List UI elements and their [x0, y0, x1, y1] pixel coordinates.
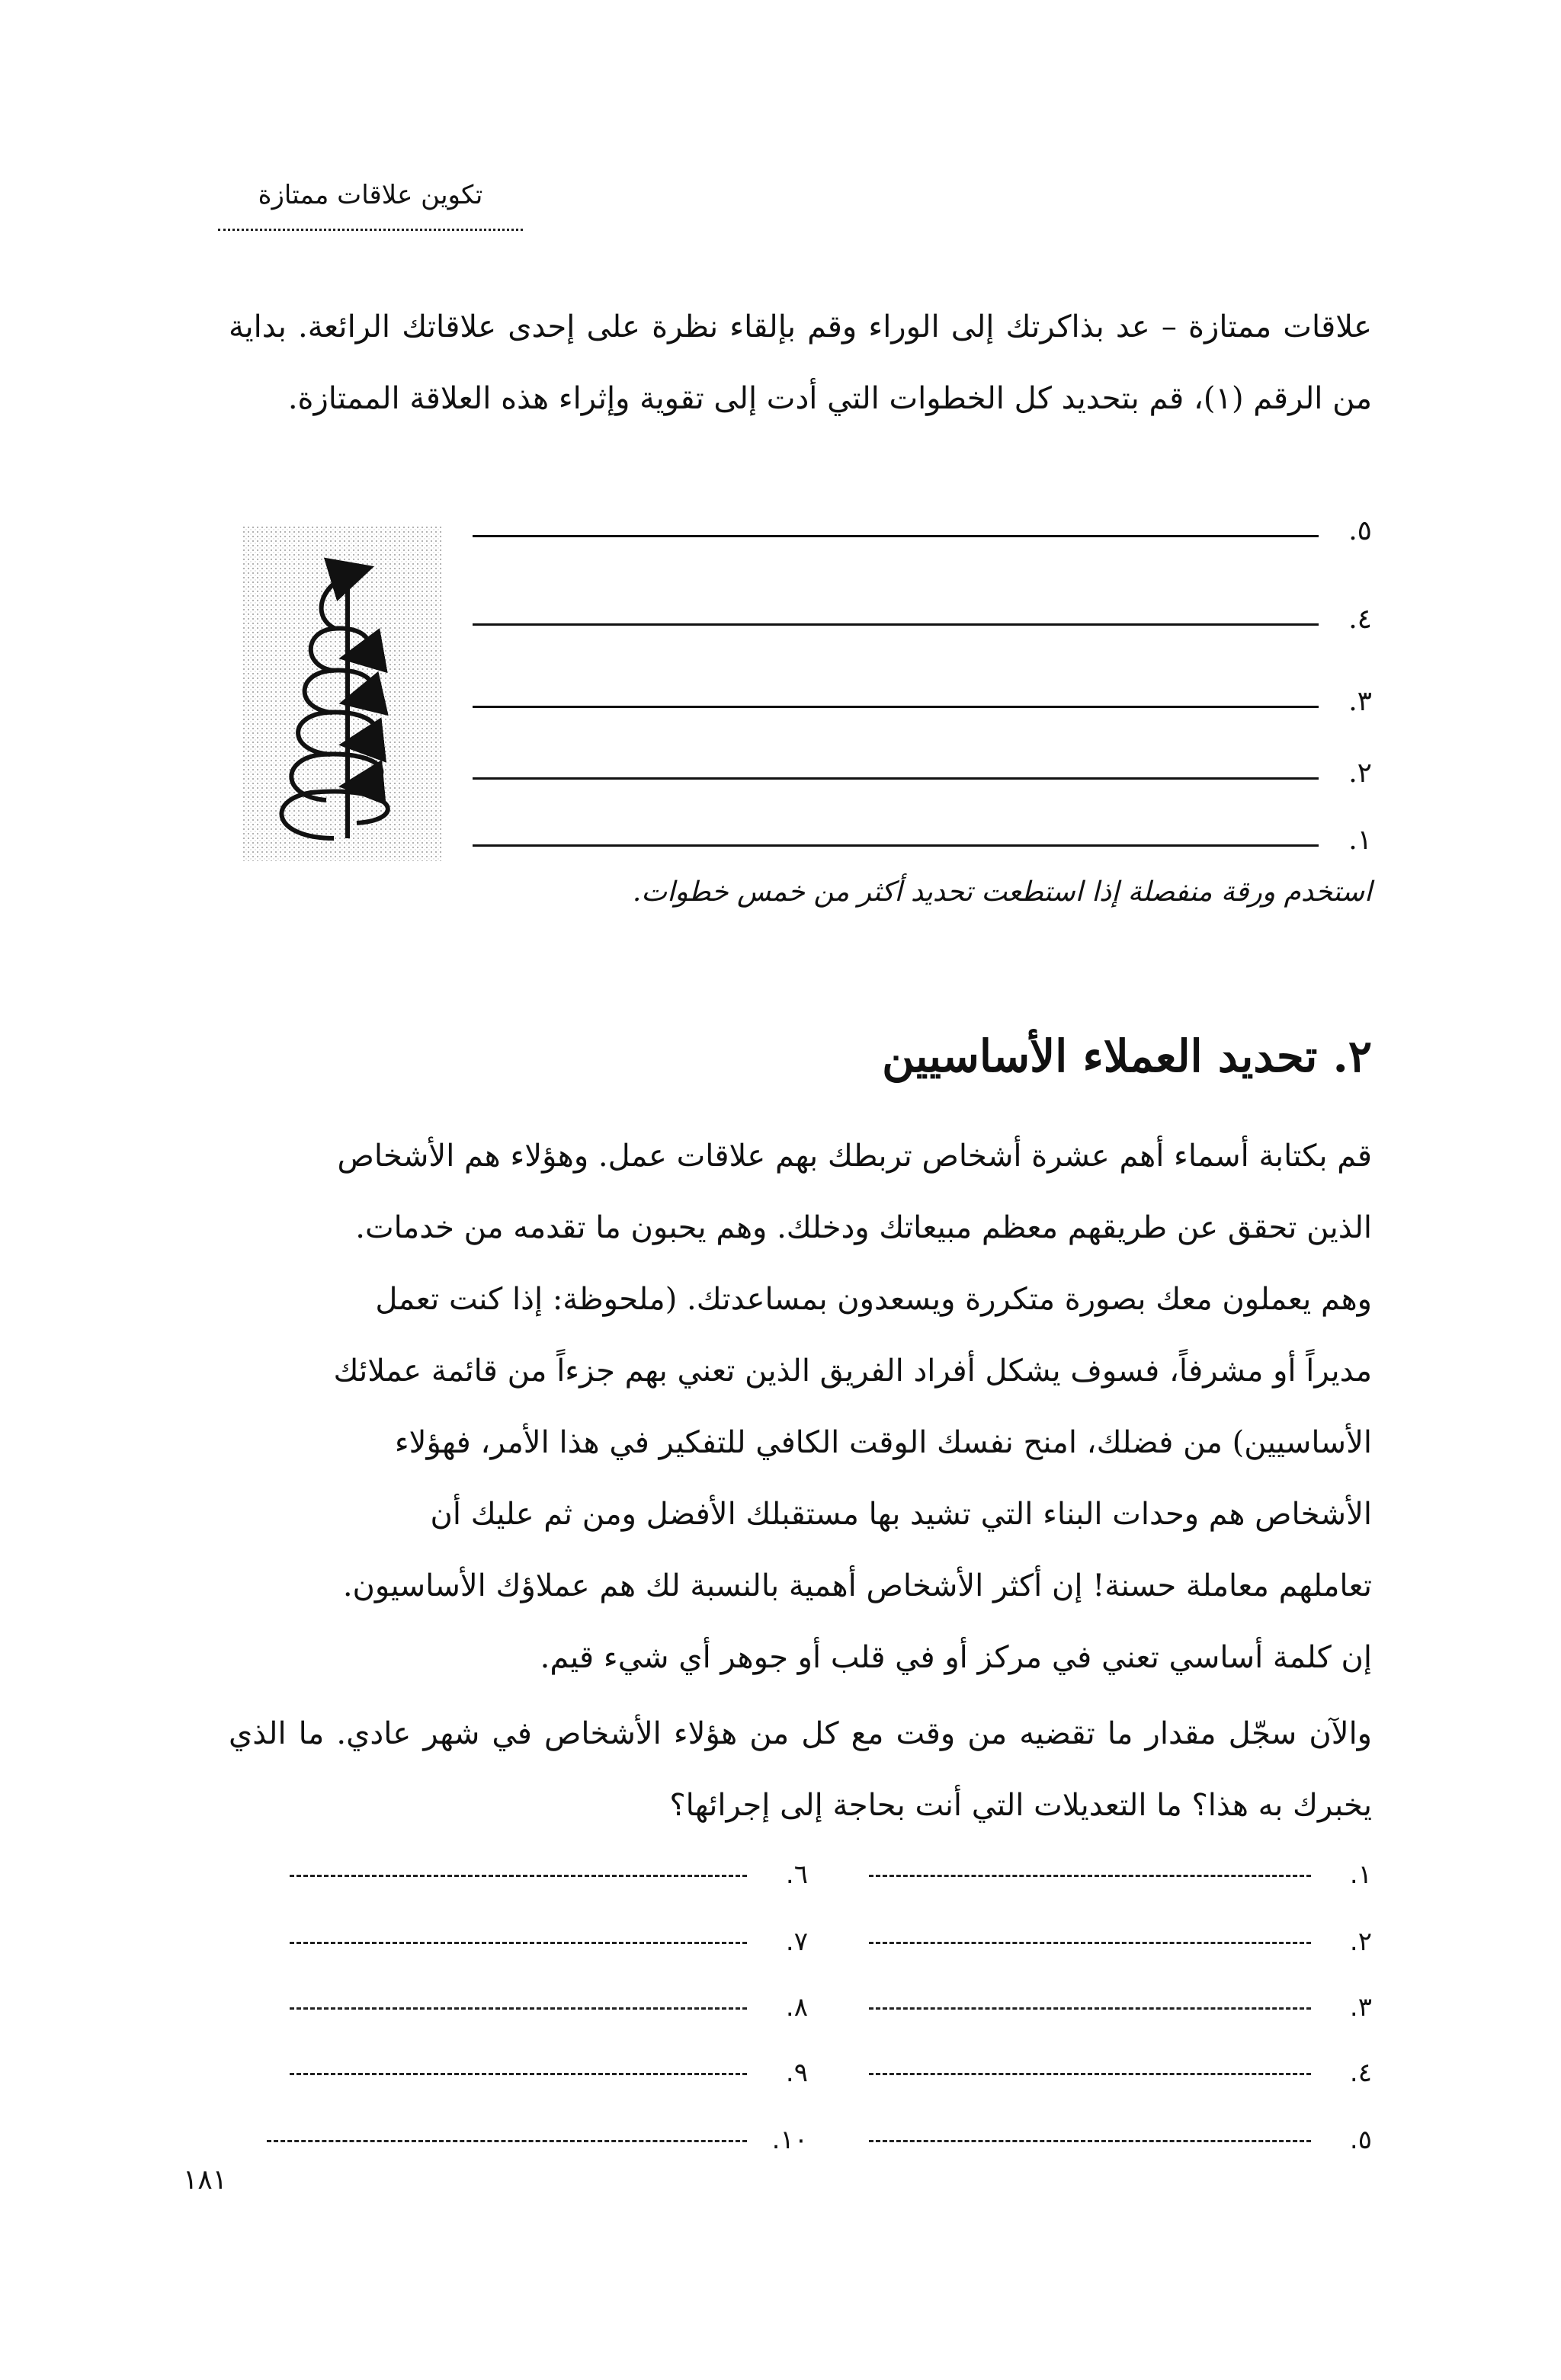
answer-line: ٩. [290, 2058, 808, 2085]
body-line: قم بكتابة أسماء أهم عشرة أشخاص تربطك بهم علاقات عمل. وهؤلاء هم الأشخاص [337, 1139, 1372, 1174]
blank-line [473, 623, 1319, 626]
answer-line: ٧. [290, 1927, 808, 1954]
page-number: ١٨١ [183, 2164, 228, 2196]
spiral-illustration [242, 526, 442, 861]
step-line-4 [473, 604, 1372, 637]
running-header: تكوين علاقات ممتازة [258, 180, 483, 210]
blank-line [473, 844, 1319, 847]
answer-line: ٥. [869, 2125, 1372, 2152]
body-line: الذين تحقق عن طريقهم معظم مبيعاتك ودخلك. وهم يحبون ما تقدمه من خدمات. [355, 1210, 1372, 1245]
step-line-3 [473, 686, 1372, 719]
answer-line: ٤. [869, 2058, 1372, 2085]
body-line: تعاملهم معاملة حسنة! إن أكثر الأشخاص أهمية بالنسبة لك هم عملاؤك الأساسيون. [342, 1568, 1372, 1603]
answer-line: ١٠. [267, 2125, 808, 2152]
step-line-1 [473, 825, 1372, 858]
step-number: ٣. [1348, 686, 1372, 717]
answer-line: ٣. [869, 1992, 1372, 2020]
step-number: ١. [1348, 825, 1372, 856]
section-title: ٢. تحديد العملاء الأساسيين [882, 1030, 1372, 1082]
blank-line [473, 706, 1319, 708]
note-text: استخدم ورقة منفصلة إذا استطعت تحديد أكثر من خمس خطوات. [632, 876, 1372, 908]
body-line: وهم يعملون معك بصورة متكررة ويسعدون بمساعدتك. (ملحوظة: إذا كنت تعمل [375, 1282, 1372, 1317]
body-line: مديراً أو مشرفاً، فسوف يشكل أفراد الفريق الذين تعني بهم جزءاً من قائمة عملائك [333, 1353, 1372, 1389]
step-number: ٥. [1348, 515, 1372, 546]
header-rule [218, 229, 523, 231]
now-paragraph: والآن سجّل مقدار ما تقضيه من وقت مع كل من هؤلاء الأشخاص في شهر عادي. ما الذي يخبرك به هذا؟ ما التعديلات التي أنت بحاجة إلى إجرائها؟ [229, 1716, 1372, 1823]
step-line-2 [473, 758, 1372, 791]
answer-line: ٢. [869, 1927, 1372, 1954]
intro-paragraph: علاقات ممتازة – عد بذاكرتك إلى الوراء وقم بإلقاء نظرة على إحدى علاقاتك الرائعة. بداية من الرقم (١)، قم بتحديد كل الخطوات التي أدت إلى تقوية وإثراء هذه العلاقة الممتازة. [229, 309, 1372, 416]
step-line-5 [473, 515, 1372, 549]
blank-line [473, 777, 1319, 780]
body-line: إن كلمة أساسي تعني في مركز أو في قلب أو جوهر أي شيء قيم. [540, 1640, 1372, 1675]
body-line: الأشخاص هم وحدات البناء التي تشيد بها مستقبلك الأفضل ومن ثم عليك أن [430, 1497, 1372, 1532]
section-body [229, 1120, 1372, 1693]
answer-line: ٦. [290, 1859, 808, 1887]
step-number: ٢. [1348, 758, 1372, 789]
answer-line: ٨. [290, 1992, 808, 2020]
body-line: الأساسيين) من فضلك، امنح نفسك الوقت الكافي للتفكير في هذا الأمر، فهؤلاء [394, 1425, 1372, 1460]
step-number: ٤. [1348, 604, 1372, 635]
answer-line: ١. [869, 1859, 1372, 1887]
blank-line [473, 535, 1319, 537]
